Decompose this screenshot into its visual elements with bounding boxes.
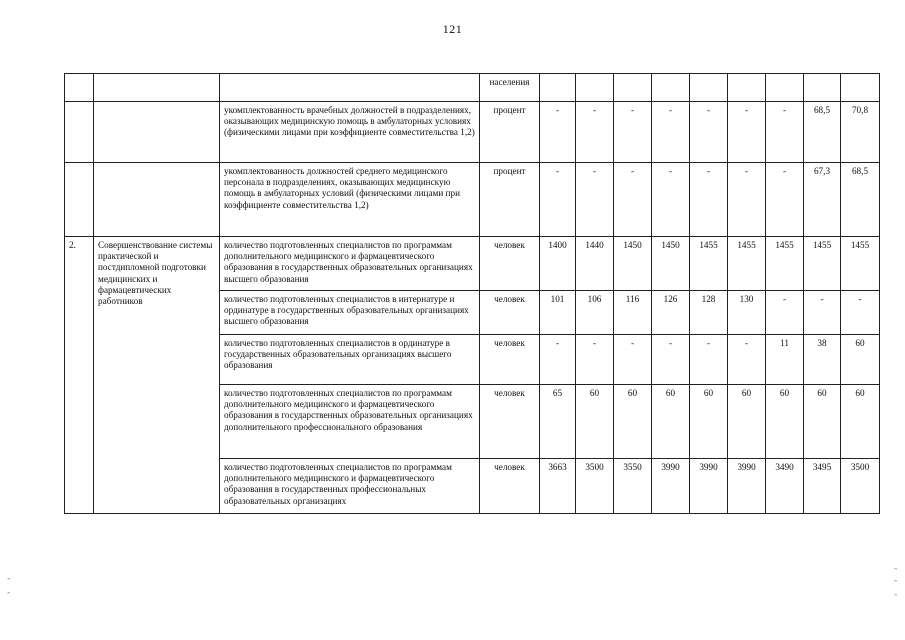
value-cell: - [576, 335, 614, 385]
value-cell [804, 74, 841, 102]
value-cell: - [766, 102, 804, 163]
value-cell: 3500 [576, 459, 614, 514]
value-cell: 60 [804, 385, 841, 459]
indicators-table [64, 73, 880, 514]
value-cell: 60 [576, 385, 614, 459]
value-cell: 1440 [576, 237, 614, 291]
value-cell: 68,5 [804, 102, 841, 163]
value-cell: 128 [690, 291, 728, 335]
right-edge-mark: - [893, 590, 899, 600]
value-cell: 60 [841, 385, 880, 459]
value-cell [614, 74, 652, 102]
unit-cell: населения [480, 74, 540, 102]
goal-cell [94, 74, 220, 102]
row-number-cell [65, 163, 94, 237]
value-cell: - [614, 102, 652, 163]
unit-cell: человек [480, 459, 540, 514]
value-cell: 65 [540, 385, 576, 459]
unit-cell: человек [480, 335, 540, 385]
row-number-cell [65, 74, 94, 102]
right-edge-mark: - [893, 564, 899, 574]
indicator-description: количество подготовленных специалистов в интернатуре и ординатуре в государственных образовательных организациях высшего образования [220, 291, 480, 335]
value-cell: - [540, 102, 576, 163]
value-cell: 1455 [841, 237, 880, 291]
value-cell [652, 74, 690, 102]
value-cell [576, 74, 614, 102]
value-cell [766, 74, 804, 102]
table-row [65, 237, 880, 291]
value-cell: 3495 [804, 459, 841, 514]
value-cell: - [614, 163, 652, 237]
value-cell: 1455 [804, 237, 841, 291]
indicator-description: количество подготовленных специалистов по программам дополнительного медицинского и фармацевтического образования в государственных образовательных организациях дополнительного профессионального образования [220, 385, 480, 459]
value-cell: - [804, 291, 841, 335]
value-cell: 60 [766, 385, 804, 459]
value-cell [540, 74, 576, 102]
right-edge-mark: - [893, 576, 899, 586]
indicator-description: количество подготовленных специалистов по программам дополнительного медицинского и фармацевтического образования в государственных образовательных организациях высшего образования [220, 237, 480, 291]
value-cell: 1450 [652, 237, 690, 291]
value-cell: - [652, 163, 690, 237]
value-cell: 116 [614, 291, 652, 335]
value-cell: 60 [841, 335, 880, 385]
goal-cell [94, 102, 220, 163]
value-cell: 60 [652, 385, 690, 459]
value-cell [841, 74, 880, 102]
value-cell: 1400 [540, 237, 576, 291]
indicator-description: укомплектованность должностей среднего медицинского персонала в подразделениях, оказывающих медицинскую помощь в амбулаторных условий (физическими лицами при коэффициенте совместительства 1,2) [220, 163, 480, 237]
value-cell: 67,3 [804, 163, 841, 237]
goal-cell: Совершенствование системы практической и постдипломной подготовки медицинских и фармацевтических работников [94, 237, 220, 514]
indicator-description: количество подготовленных специалистов в ординатуре в государственных образовательных организациях высшего образования [220, 335, 480, 385]
value-cell: 1455 [766, 237, 804, 291]
table-row [65, 163, 880, 237]
value-cell: - [576, 163, 614, 237]
unit-cell: процент [480, 102, 540, 163]
value-cell: 60 [690, 385, 728, 459]
value-cell [728, 74, 766, 102]
value-cell: - [576, 102, 614, 163]
value-cell: 3663 [540, 459, 576, 514]
value-cell: 1455 [728, 237, 766, 291]
unit-cell: человек [480, 291, 540, 335]
indicator-description [220, 74, 480, 102]
value-cell: - [766, 291, 804, 335]
value-cell: 101 [540, 291, 576, 335]
value-cell: - [540, 163, 576, 237]
value-cell: 11 [766, 335, 804, 385]
value-cell: - [766, 163, 804, 237]
value-cell: 60 [614, 385, 652, 459]
value-cell: 3990 [690, 459, 728, 514]
value-cell: 60 [728, 385, 766, 459]
value-cell: - [690, 102, 728, 163]
value-cell: - [728, 163, 766, 237]
value-cell: 3990 [728, 459, 766, 514]
value-cell: - [690, 163, 728, 237]
unit-cell: человек [480, 385, 540, 459]
value-cell: 3490 [766, 459, 804, 514]
left-edge-mark: - [6, 588, 12, 598]
value-cell: 106 [576, 291, 614, 335]
value-cell: - [690, 335, 728, 385]
left-edge-mark: - [6, 574, 12, 584]
value-cell: 1455 [690, 237, 728, 291]
value-cell: - [614, 335, 652, 385]
row-number-cell: 2. [65, 237, 94, 514]
row-number-cell [65, 102, 94, 163]
value-cell: - [728, 335, 766, 385]
table-row [65, 74, 880, 102]
value-cell: - [652, 102, 690, 163]
value-cell: 1450 [614, 237, 652, 291]
value-cell: - [728, 102, 766, 163]
goal-cell [94, 163, 220, 237]
value-cell: 3990 [652, 459, 690, 514]
value-cell [690, 74, 728, 102]
value-cell: - [841, 291, 880, 335]
value-cell: 38 [804, 335, 841, 385]
unit-cell: человек [480, 237, 540, 291]
value-cell: 68,5 [841, 163, 880, 237]
table-row [65, 102, 880, 163]
value-cell: 126 [652, 291, 690, 335]
value-cell: - [652, 335, 690, 385]
page-number: 121 [442, 22, 463, 36]
value-cell: - [540, 335, 576, 385]
indicator-description: укомплектованность врачебных должностей в подразделениях, оказывающих медицинскую помощь в амбулаторных условиях (физическими лицами при коэффициенте совместительства 1,2) [220, 102, 480, 163]
value-cell: 130 [728, 291, 766, 335]
value-cell: 70,8 [841, 102, 880, 163]
indicator-description: количество подготовленных специалистов по программам дополнительного медицинского и фармацевтического образования в государственных профессиональных образовательных организациях [220, 459, 480, 514]
unit-cell: процент [480, 163, 540, 237]
value-cell: 3500 [841, 459, 880, 514]
value-cell: 3550 [614, 459, 652, 514]
